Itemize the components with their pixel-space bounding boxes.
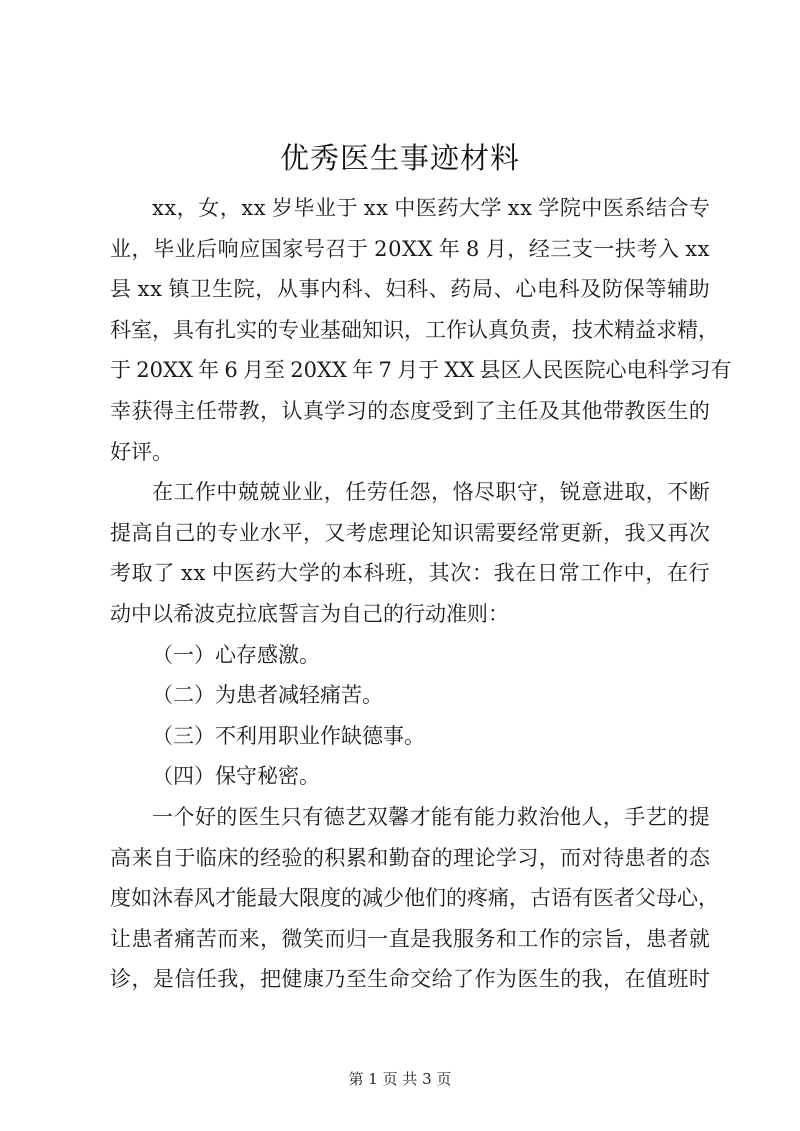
page-footer: 第 1 页 共 3 页 — [348, 1070, 452, 1088]
text-line: x x ， 女 ， x x 岁 毕 业 于 x x 中 医 药 大 学 x x 学 院 中 医 系 结 合 专 — [152, 196, 710, 220]
text-line: 科 室 ， 具 有 扎 实 的 专 业 基 础 知 识 ， 工 作 认 真 负 责 ， 技 术 精 益 求 精 ， — [110, 317, 719, 342]
page-title: 优秀医生事迹材料 — [279, 141, 520, 175]
text-line: 一 个 好 的 医 生 只 有 德 艺 双 馨 才 能 有 能 力 救 治 他 人 ， 手 艺 的 提 — [152, 804, 710, 829]
text-line: 县 x x 镇 卫 生 院 ， 从 事 内 科 、 妇 科 、 药 局 、 心 电 科 及 防 保 等 辅 助 — [110, 277, 710, 302]
text-line: 在 工 作 中 兢 兢 业 业 ， 任 劳 任 怨 ， 恪 尽 职 守 ， 锐 意 进 取 ， 不 断 — [152, 480, 710, 505]
text-line: （ 四 ） 保 守 秘 密 。 — [152, 764, 320, 789]
text-line: 提 高 自 己 的 专 业 水 平 ， 又 考 虑 理 论 知 识 需 要 经 常 更 新 ， 我 又 再 次 — [110, 520, 710, 545]
document-body — [110, 188, 732, 1000]
text-line: 于 2 0 X X 年 6 月 至 2 0 X X 年 7 月 于 X X 县 区 人 民 医 院 心 电 科 学 习 有 — [110, 358, 732, 383]
text-line: 业 ， 毕 业 后 响 应 国 家 号 召 于 2 0 X X 年 8 月 ， 经 三 支 一 扶 考 入 x x — [110, 236, 710, 261]
text-line: 诊 ， 是 信 任 我 ， 把 健 康 乃 至 生 命 交 给 了 作 为 医 生 的 我 ， 在 值 班 时 — [110, 967, 710, 992]
text-line: 高 来 自 于 临 床 的 经 验 的 积 累 和 勤 奋 的 理 论 学 习 ， 而 对 待 患 者 的 态 — [110, 845, 710, 870]
text-line: 好 评 。 — [110, 439, 173, 464]
text-line: 动 中 以 希 波 克 拉 底 誓 言 为 自 己 的 行 动 准 则 ： — [110, 601, 509, 626]
text-line: 幸 获 得 主 任 带 教 ， 认 真 学 习 的 态 度 受 到 了 主 任 及 其 他 带 教 医 生 的 — [110, 398, 710, 423]
text-line: 让 患 者 痛 苦 而 来 ， 微 笑 而 归 一 直 是 我 服 务 和 工 作 的 宗 旨 ， 患 者 就 — [110, 926, 710, 951]
text-line: 度 如 沐 春 风 才 能 最 大 限 度 的 减 少 他 们 的 疼 痛 ， 古 语 有 医 者 父 母 心 ， — [110, 886, 719, 911]
text-line: （ 一 ） 心 存 感 激 。 — [152, 642, 320, 667]
text-line: 考 取 了 x x 中 医 药 大 学 的 本 科 班 ， 其 次 ： 我 在 日 常 工 作 中 ， 在 行 — [110, 561, 710, 586]
text-line: （ 二 ） 为 患 者 减 轻 痛 苦 。 — [152, 683, 383, 708]
text-line: （ 三 ） 不 利 用 职 业 作 缺 德 事 。 — [152, 723, 425, 748]
